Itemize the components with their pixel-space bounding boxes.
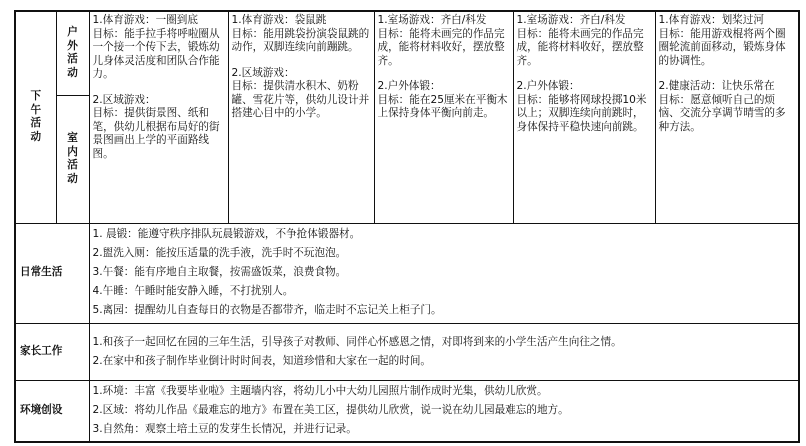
afternoon-cell-1 [89, 11, 228, 223]
activity-goal: 目标：提供清水积木、奶粉罐、雪花片等，供幼儿设计并搭建心目中的小学。 [231, 80, 370, 119]
activity-title: 2.户外体锻： [377, 80, 441, 92]
activity-title: 1.体育游戏：袋鼠跳 [231, 14, 327, 26]
parent-work-content [89, 323, 799, 380]
activity-title: 2.区域游戏： [231, 66, 295, 79]
daily-life-label: 日常生活 [15, 223, 89, 323]
list-item: 5.离园：提醒幼儿自查每日的衣物是否都带齐，临走时不忘记关上柜子门。 [92, 303, 442, 316]
list-item: 2.区域：将幼儿作品《最难忘的地方》布置在美工区，提供幼儿欣赏，说一说在幼儿园最难忘的地方。 [92, 403, 569, 416]
list-item: 4.午睡：午睡时能安静入睡，不打扰别人。 [92, 284, 294, 297]
activity-title: 1.体育游戏：一圈到底 [92, 14, 198, 26]
activity-title: 1.室场游戏：齐白/科发 [377, 14, 487, 26]
activity-goal: 目标：能将未画完的作品完成，能将材料收好，摆放整齐。 [377, 27, 505, 67]
list-item: 1.环境：丰富《我要毕业啦》主题墙内容，将幼儿小中大幼儿园照片制作成时光集，供幼儿欣赏。 [92, 384, 548, 397]
afternoon-cell-3 [374, 11, 513, 223]
environment-label: 环境创设 [15, 380, 89, 442]
afternoon-cell-2 [228, 11, 374, 223]
activity-title: 1.室场游戏：齐白/科发 [516, 14, 626, 26]
activity-title: 1.体育游戏：划桨过河 [658, 14, 764, 26]
activity-title: 2.户外体锻： [516, 80, 580, 92]
environment-content [89, 380, 799, 442]
afternoon-cell-5 [655, 11, 799, 223]
afternoon-activity-label: 下午活动 [15, 11, 56, 223]
activity-goal: 目标：提供街景图、纸和笔，供幼儿根据布局好的街景图画出上学的平面路线图。 [92, 107, 220, 160]
activity-goal: 目标：愿意倾听自己的烦恼、交流分享调节晴雪的多种方法。 [658, 93, 786, 133]
outdoor-activity-label: 户外活动 [56, 11, 89, 95]
activity-goal: 目标：能够将网球投掷10米以上；双脚连续向前跳时，身体保持平稳快速向前跳。 [516, 93, 647, 133]
list-item: 3.午餐：能有序地自主取餐，按需盛饭菜，浪费食物。 [92, 265, 347, 278]
weekly-plan-table [14, 10, 800, 443]
activity-goal: 目标：能手拉手将呼啦圈从一个接一个传下去，锻炼幼儿身体灵活度和团队合作能力。 [92, 27, 220, 80]
list-item: 2.在家中和孩子制作毕业倒计时时间表，知道珍惜和大家在一起的时间。 [92, 354, 432, 367]
list-item: 1.和孩子一起回忆在园的三年生活，引导孩子对教师、同伴心怀感恩之情，对即将到来的小学生活产生向往之情。 [92, 335, 622, 348]
activity-goal: 目标：能用游戏棍将两个圈圈轮流前面移动，锻炼身体的协调性。 [658, 27, 786, 67]
activity-title: 2.区域游戏： [92, 93, 156, 106]
activity-title: 2.健康活动：让快乐常在 [658, 80, 775, 92]
indoor-activity-label: 室内活动 [56, 95, 89, 223]
parent-work-label: 家长工作 [15, 323, 89, 380]
daily-life-content [89, 223, 799, 323]
activity-goal: 目标：能将未画完的作品完成，能将材料收好，摆放整齐。 [516, 27, 644, 67]
afternoon-cell-4 [513, 11, 655, 223]
list-item: 3.自然角：观察土培土豆的发芽生长情况，并进行记录。 [92, 422, 357, 435]
list-item: 1. 晨锻：能遵守秩序排队玩晨锻游戏，不争抢体锻器材。 [92, 227, 361, 240]
activity-goal: 目标：能用跳袋扮演袋鼠跳的动作，双脚连续向前蹦跳。 [231, 27, 370, 53]
list-item: 2.盥洗入厕：能按压适量的洗手液，洗手时不玩泡泡。 [92, 246, 347, 259]
activity-goal: 目标：能在25厘米在平衡木上保持身体平衡向前走。 [377, 93, 508, 119]
